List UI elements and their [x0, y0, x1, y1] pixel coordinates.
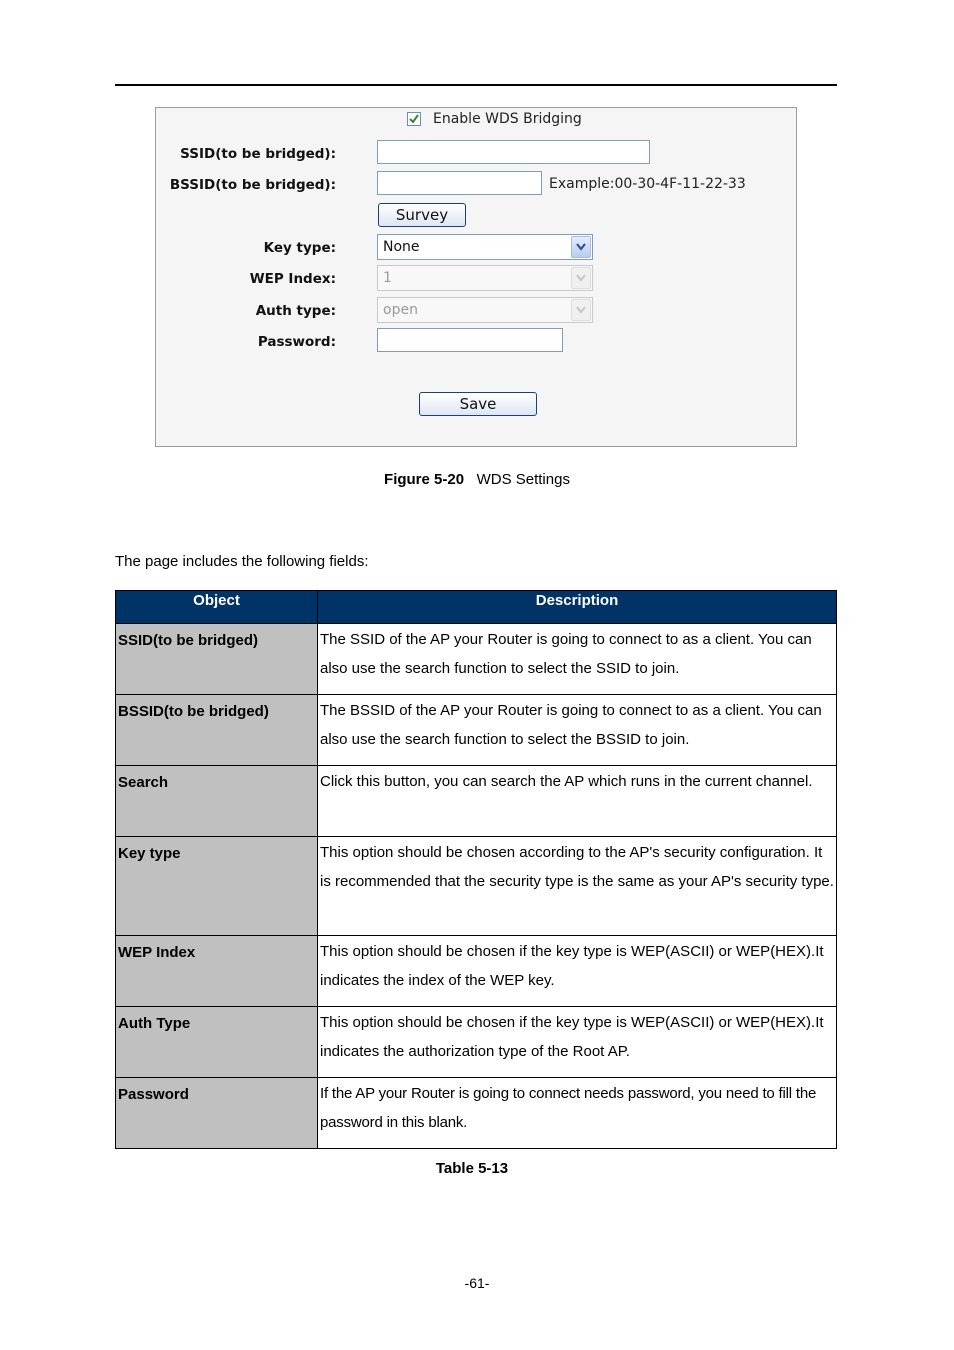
figure-title: WDS Settings [476, 471, 570, 488]
key-type-select[interactable] [377, 234, 593, 260]
table-row [116, 936, 837, 1007]
wep-index-select[interactable] [377, 265, 593, 291]
table-row [116, 1078, 837, 1149]
description-cell: If the AP your Router is going to connect needs password, you need to fill the password in this blank. [318, 1078, 837, 1149]
object-cell: BSSID(to be bridged) [116, 695, 318, 766]
intro-text: The page includes the following fields: [115, 553, 369, 570]
object-cell: Search [116, 766, 318, 837]
password-label: Password: [257, 334, 336, 350]
object-cell: Key type [116, 837, 318, 936]
key-type-label: Key type: [263, 240, 336, 256]
table-header-row [116, 591, 837, 624]
ssid-input[interactable] [377, 140, 650, 164]
table-row [116, 624, 837, 695]
save-button[interactable]: Save [419, 392, 537, 416]
object-cell: Auth Type [116, 1007, 318, 1078]
auth-type-select[interactable] [377, 297, 593, 323]
ssid-label: SSID(to be bridged): [180, 146, 336, 162]
description-cell: The SSID of the AP your Router is going to connect to as a client. You can also use the search function to select the SSID to join. [318, 624, 837, 695]
column-header-object: Object [116, 591, 318, 624]
description-cell: Click this button, you can search the AP which runs in the current channel. [318, 766, 837, 837]
bssid-input[interactable] [377, 171, 542, 195]
object-cell: WEP Index [116, 936, 318, 1007]
survey-button[interactable]: Survey [378, 203, 466, 227]
checkmark-icon [409, 114, 419, 124]
description-cell: The BSSID of the AP your Router is going to connect to as a client. You can also use the search function to select the BSSID to join. [318, 695, 837, 766]
chevron-down-icon [571, 267, 591, 289]
bssid-example: Example:00-30-4F-11-22-33 [549, 176, 746, 192]
chevron-down-icon [571, 299, 591, 321]
description-cell: This option should be chosen if the key type is WEP(ASCII) or WEP(HEX).It indicates the authorization type of the Root AP. [318, 1007, 837, 1078]
object-cell: Password [116, 1078, 318, 1149]
table-row [116, 695, 837, 766]
wep-index-value: 1 [383, 270, 392, 286]
wds-settings-figure [155, 107, 797, 447]
page-number: -61- [464, 1275, 490, 1291]
enable-wds-label: Enable WDS Bridging [433, 111, 582, 127]
key-type-value: None [383, 239, 420, 255]
header-rule [115, 84, 837, 86]
fields-table [115, 590, 837, 1149]
description-cell: This option should be chosen according to the AP's security configuration. It is recommended that the security type is the same as your AP's security type. [318, 837, 837, 936]
description-cell: This option should be chosen if the key type is WEP(ASCII) or WEP(HEX).It indicates the index of the WEP key. [318, 936, 837, 1007]
table-row [116, 766, 837, 837]
object-cell: SSID(to be bridged) [116, 624, 318, 695]
auth-type-value: open [383, 302, 418, 318]
table-caption: Table 5-13 [435, 1160, 509, 1177]
column-header-description: Description [318, 591, 837, 624]
wep-index-label: WEP Index: [249, 271, 336, 287]
auth-type-label: Auth type: [255, 303, 336, 319]
table-row [116, 837, 837, 936]
chevron-down-icon [571, 236, 591, 258]
figure-caption [0, 471, 954, 488]
password-input[interactable] [377, 328, 563, 352]
table-row [116, 1007, 837, 1078]
figure-number: Figure 5-20 [384, 471, 465, 488]
enable-wds-checkbox[interactable] [407, 112, 421, 126]
bssid-label: BSSID(to be bridged): [169, 177, 336, 193]
